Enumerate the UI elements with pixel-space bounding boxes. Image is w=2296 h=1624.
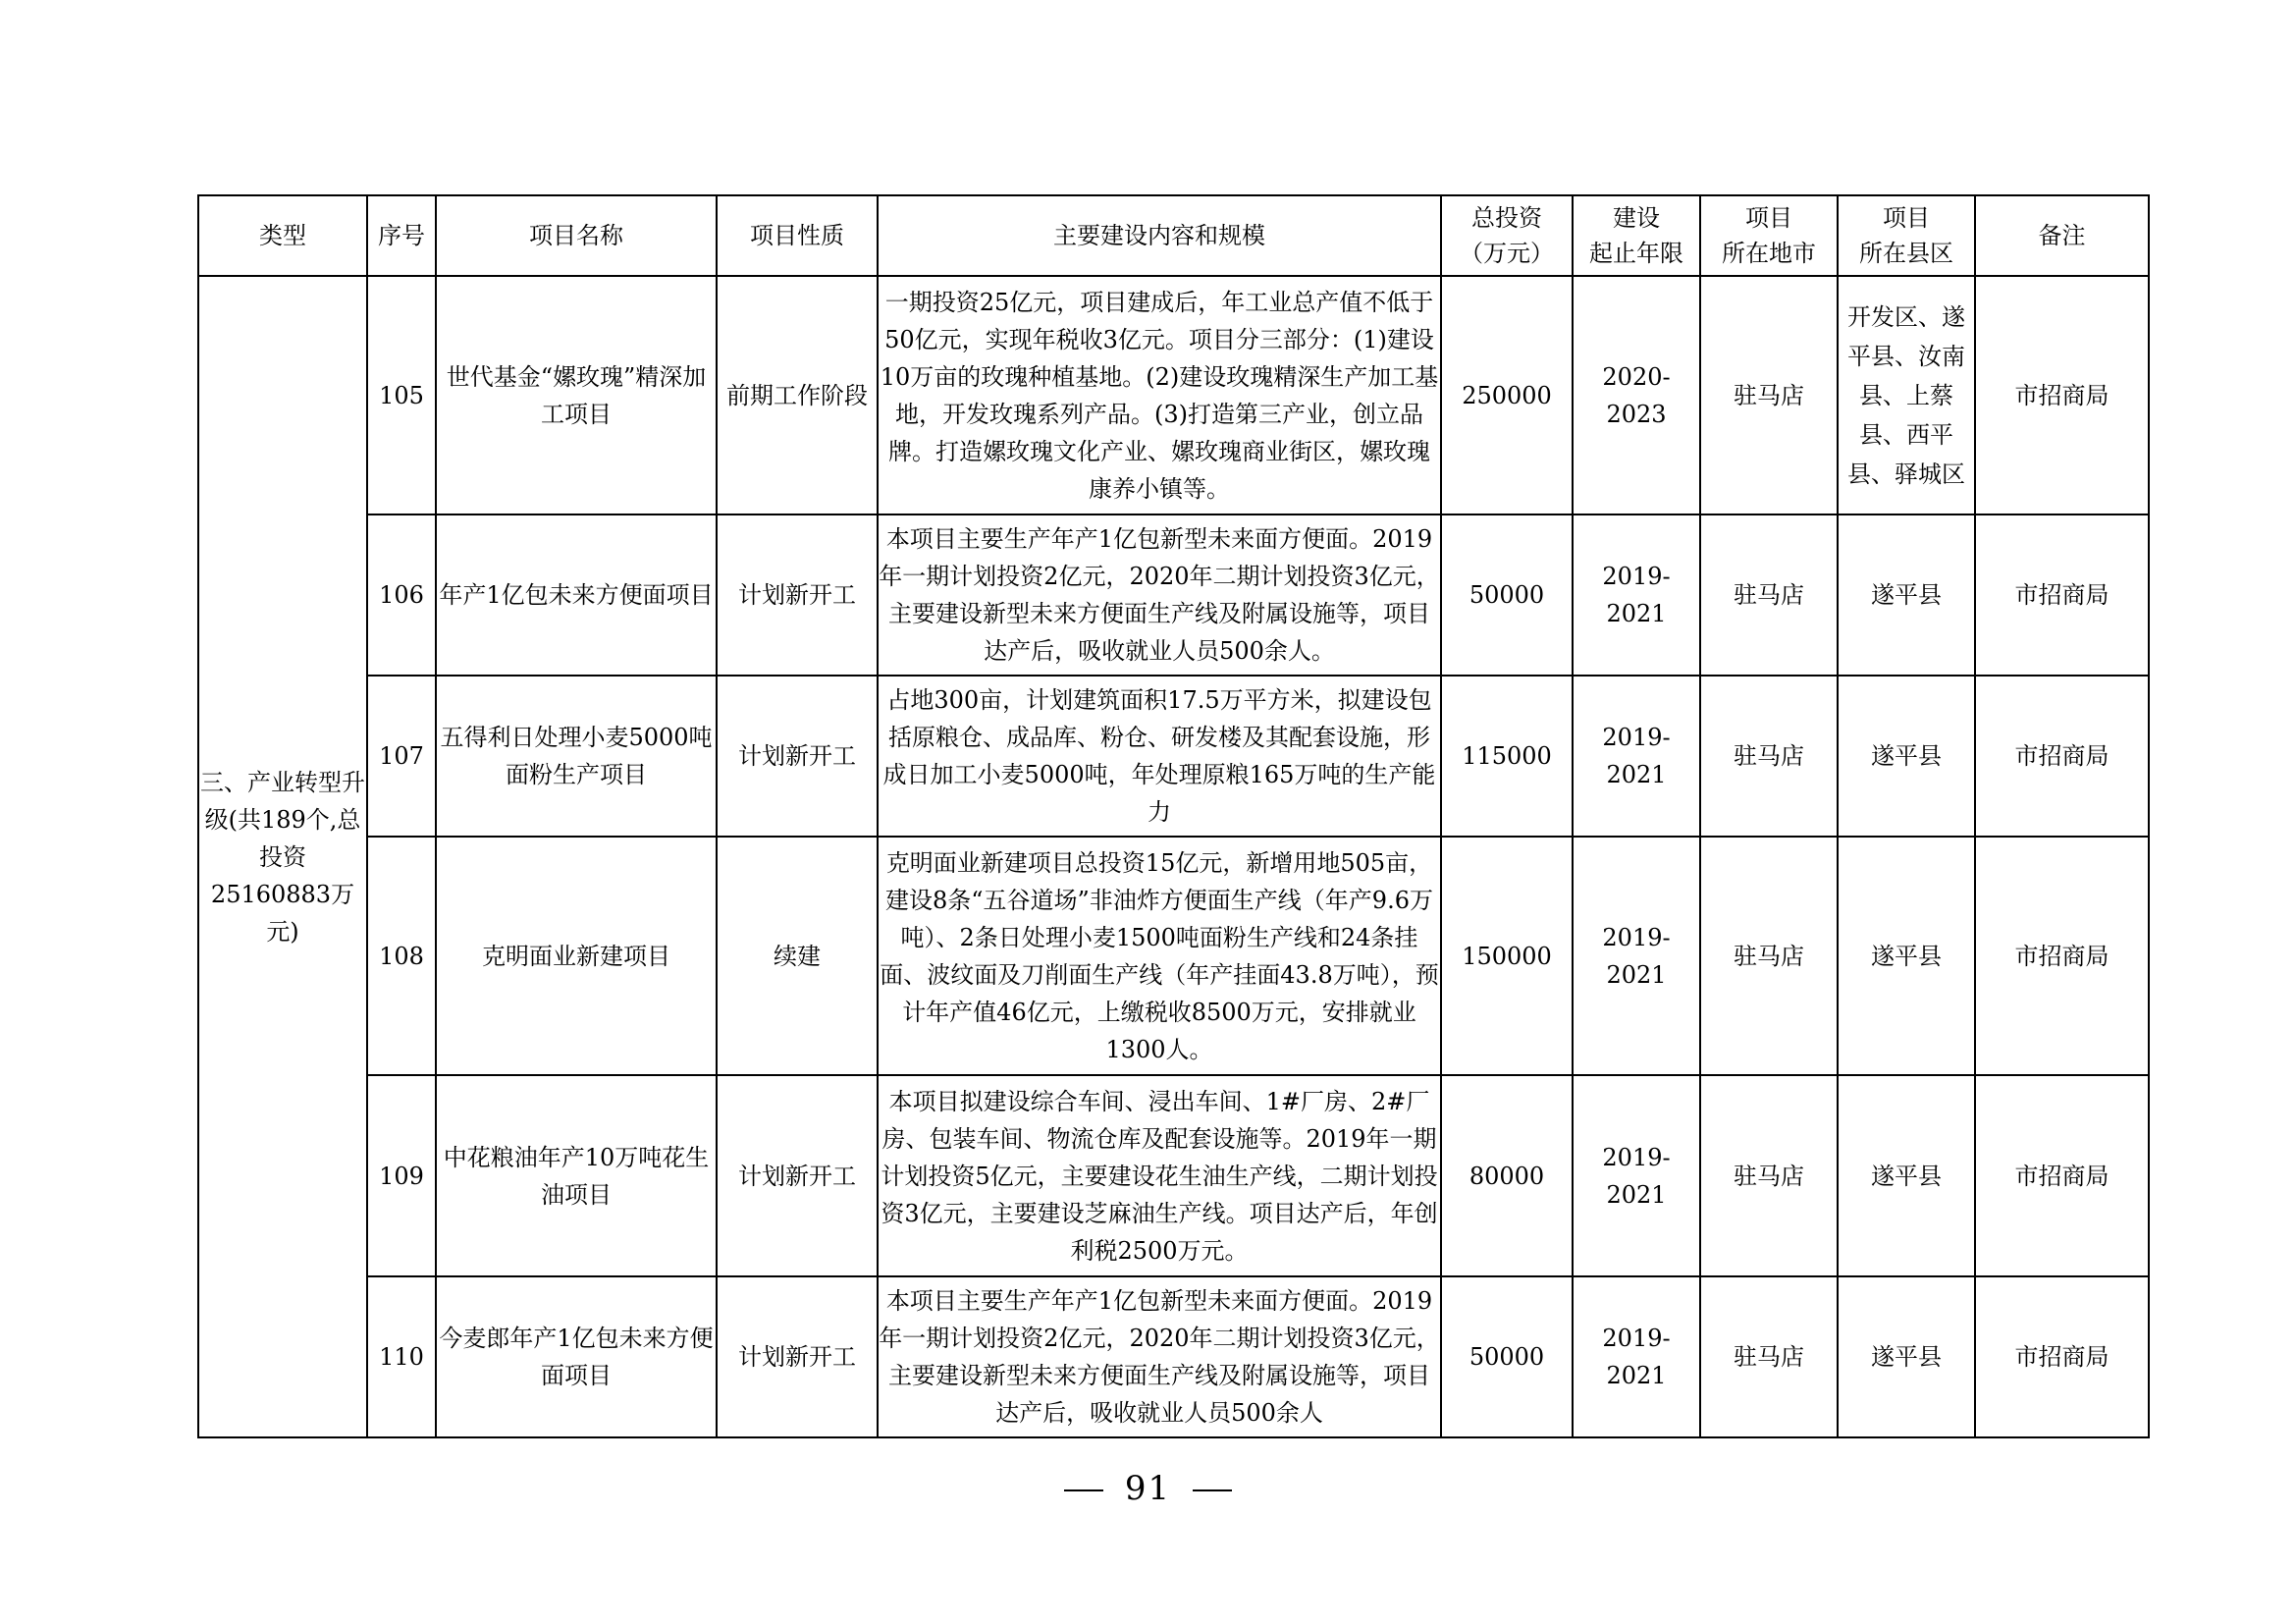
row-city: 驻马店 <box>1700 1075 1838 1276</box>
row-name: 五得利日处理小麦5000吨面粉生产项目 <box>436 676 717 837</box>
table-row <box>198 276 2149 514</box>
table-row <box>198 676 2149 837</box>
row-nature: 计划新开工 <box>717 1075 878 1276</box>
row-county: 遂平县 <box>1838 676 1975 837</box>
row-no: 105 <box>367 276 436 514</box>
row-invest: 250000 <box>1441 276 1573 514</box>
row-period: 2020-2023 <box>1573 276 1700 514</box>
header-nature: 项目性质 <box>717 195 878 276</box>
row-remark: 市招商局 <box>1975 276 2149 514</box>
row-no: 108 <box>367 837 436 1075</box>
row-content: 本项目主要生产年产1亿包新型未来面方便面。2019年一期计划投资2亿元，2020年二期计划投资3亿元，主要建设新型未来方便面生产线及附属设施等，项目达产后，吸收就业人员500余人 <box>878 1276 1441 1437</box>
row-no: 106 <box>367 514 436 676</box>
row-name: 今麦郎年产1亿包未来方便面项目 <box>436 1276 717 1437</box>
row-no: 110 <box>367 1276 436 1437</box>
table-row <box>198 1075 2149 1276</box>
project-table <box>197 194 2150 1438</box>
row-city: 驻马店 <box>1700 514 1838 676</box>
row-content: 本项目主要生产年产1亿包新型未来面方便面。2019年一期计划投资2亿元，2020年二期计划投资3亿元，主要建设新型未来方便面生产线及附属设施等，项目达产后，吸收就业人员500余人。 <box>878 514 1441 676</box>
row-name: 克明面业新建项目 <box>436 837 717 1075</box>
row-content: 占地300亩，计划建筑面积17.5万平方米，拟建设包括原粮仓、成品库、粉仓、研发楼及其配套设施，形成日加工小麦5000吨，年处理原粮165万吨的生产能力 <box>878 676 1441 837</box>
row-nature: 计划新开工 <box>717 514 878 676</box>
row-period: 2019-2021 <box>1573 676 1700 837</box>
row-invest: 150000 <box>1441 837 1573 1075</box>
row-remark: 市招商局 <box>1975 1276 2149 1437</box>
header-type: 类型 <box>198 195 367 276</box>
row-county: 开发区、遂平县、汝南县、上蔡县、西平县、驿城区 <box>1838 276 1975 514</box>
row-nature: 续建 <box>717 837 878 1075</box>
header-period: 建设 起止年限 <box>1573 195 1700 276</box>
row-remark: 市招商局 <box>1975 837 2149 1075</box>
header-row <box>198 195 2149 276</box>
row-content: 本项目拟建设综合车间、浸出车间、1#厂房、2#厂房、包装车间、物流仓库及配套设施等。2019年一期计划投资5亿元，主要建设花生油生产线，二期计划投资3亿元，主要建设芝麻油生产线。项目达产后，年创利税2500万元。 <box>878 1075 1441 1276</box>
row-invest: 80000 <box>1441 1075 1573 1276</box>
header-invest: 总投资 （万元） <box>1441 195 1573 276</box>
page-number: 91 <box>1124 1469 1172 1508</box>
footer-dash-left <box>1064 1489 1103 1491</box>
category-cell: 三、产业转型升级(共189个,总投资25160883万元) <box>198 276 367 1437</box>
header-content: 主要建设内容和规模 <box>878 195 1441 276</box>
row-county: 遂平县 <box>1838 1075 1975 1276</box>
row-remark: 市招商局 <box>1975 676 2149 837</box>
row-remark: 市招商局 <box>1975 1075 2149 1276</box>
row-city: 驻马店 <box>1700 276 1838 514</box>
row-remark: 市招商局 <box>1975 514 2149 676</box>
row-no: 109 <box>367 1075 436 1276</box>
row-content: 一期投资25亿元，项目建成后，年工业总产值不低于50亿元，实现年税收3亿元。项目分三部分：(1)建设10万亩的玫瑰种植基地。(2)建设玫瑰精深生产加工基地，开发玫瑰系列产品。(3)打造第三产业，创立品牌。打造嫘玫瑰文化产业、嫘玫瑰商业街区，嫘玫瑰康养小镇等。 <box>878 276 1441 514</box>
row-county: 遂平县 <box>1838 1276 1975 1437</box>
row-city: 驻马店 <box>1700 1276 1838 1437</box>
footer-dash-right <box>1193 1489 1232 1491</box>
row-invest: 50000 <box>1441 1276 1573 1437</box>
row-nature: 计划新开工 <box>717 676 878 837</box>
table-row <box>198 514 2149 676</box>
row-period: 2019-2021 <box>1573 837 1700 1075</box>
row-nature: 计划新开工 <box>717 1276 878 1437</box>
row-name: 中花粮油年产10万吨花生油项目 <box>436 1075 717 1276</box>
row-invest: 50000 <box>1441 514 1573 676</box>
header-name: 项目名称 <box>436 195 717 276</box>
row-invest: 115000 <box>1441 676 1573 837</box>
row-period: 2019-2021 <box>1573 1276 1700 1437</box>
row-county: 遂平县 <box>1838 837 1975 1075</box>
row-city: 驻马店 <box>1700 837 1838 1075</box>
row-name: 年产1亿包未来方便面项目 <box>436 514 717 676</box>
row-name: 世代基金“嫘玫瑰”精深加工项目 <box>436 276 717 514</box>
header-no: 序号 <box>367 195 436 276</box>
row-nature: 前期工作阶段 <box>717 276 878 514</box>
row-county: 遂平县 <box>1838 514 1975 676</box>
row-no: 107 <box>367 676 436 837</box>
header-city: 项目 所在地市 <box>1700 195 1838 276</box>
row-period: 2019-2021 <box>1573 1075 1700 1276</box>
row-period: 2019-2021 <box>1573 514 1700 676</box>
table-row <box>198 1276 2149 1437</box>
table-row <box>198 837 2149 1075</box>
header-county: 项目 所在县区 <box>1838 195 1975 276</box>
row-city: 驻马店 <box>1700 676 1838 837</box>
header-remark: 备注 <box>1975 195 2149 276</box>
page-footer <box>0 1469 2296 1508</box>
row-content: 克明面业新建项目总投资15亿元，新增用地505亩，建设8条“五谷道场”非油炸方便面生产线（年产9.6万吨）、2条日处理小麦1500吨面粉生产线和24条挂面、波纹面及刀削面生产线（年产挂面43.8万吨），预计年产值46亿元，上缴税收8500万元，安排就业1300人。 <box>878 837 1441 1075</box>
